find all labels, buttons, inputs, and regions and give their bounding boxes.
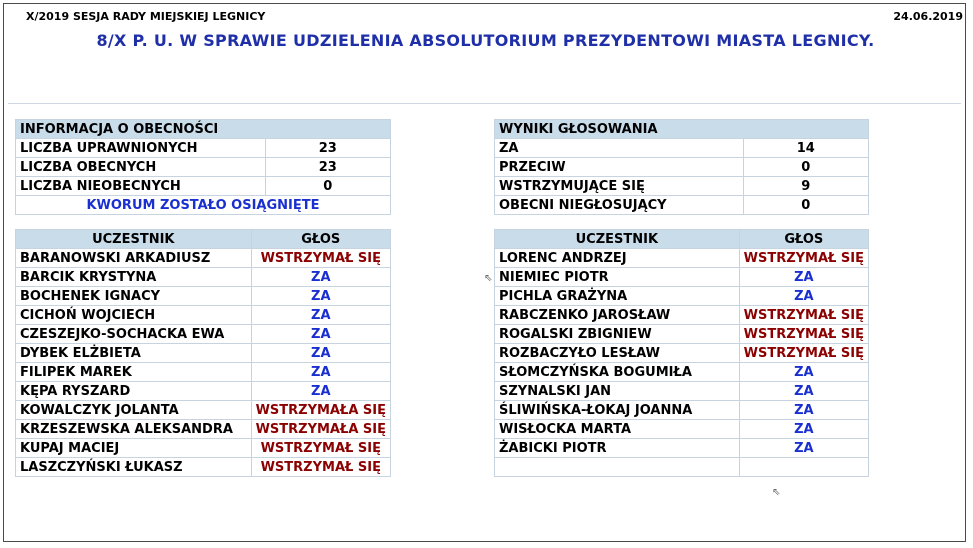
- vote-value: WSTRZYMAŁ SIĘ: [739, 344, 868, 363]
- participant-name: KOWALCZYK JOLANTA: [16, 401, 252, 420]
- participant-name: ROGALSKI ZBIGNIEW: [495, 325, 740, 344]
- attendance-table: [15, 119, 391, 215]
- participant-name: [495, 458, 740, 477]
- mouse-pointer-icon: ⇖: [772, 487, 781, 498]
- results-row: [495, 196, 869, 215]
- vote-value: WSTRZYMAŁ SIĘ: [739, 249, 868, 268]
- resolution-title: 8/X P. U. W SPRAWIE UDZIELENIA ABSOLUTORIUM PREZYDENTOWI MIASTA LEGNICY.: [96, 31, 875, 50]
- vote-row: [16, 420, 391, 439]
- vote-row: [16, 287, 391, 306]
- vote-row: [495, 249, 869, 268]
- vote-value: ZA: [251, 382, 390, 401]
- participant-name: RABCZENKO JAROSŁAW: [495, 306, 740, 325]
- vote-value: ZA: [739, 382, 868, 401]
- vote-value: ZA: [739, 287, 868, 306]
- participant-name: ŻABICKI PIOTR: [495, 439, 740, 458]
- results-label: OBECNI NIEGŁOSUJĄCY: [495, 196, 744, 215]
- vote-value: WSTRZYMAŁA SIĘ: [251, 401, 390, 420]
- participant-name: WISŁOCKA MARTA: [495, 420, 740, 439]
- vote-value: WSTRZYMAŁ SIĘ: [739, 325, 868, 344]
- results-row: [495, 139, 869, 158]
- vote-row: [16, 325, 391, 344]
- divider: [8, 103, 961, 104]
- participant-name: LASZCZYŃSKI ŁUKASZ: [16, 458, 252, 477]
- vote-row: [495, 439, 869, 458]
- participant-name: SŁOMCZYŃSKA BOGUMIŁA: [495, 363, 740, 382]
- participant-name: KUPAJ MACIEJ: [16, 439, 252, 458]
- votes-table-right: [494, 229, 869, 477]
- vote-row: [495, 268, 869, 287]
- vote-row: [495, 344, 869, 363]
- attendance-row: [16, 139, 391, 158]
- column-header-vote: GŁOS: [739, 230, 868, 249]
- vote-row: [16, 439, 391, 458]
- attendance-row: [16, 177, 391, 196]
- participant-name: BARANOWSKI ARKADIUSZ: [16, 249, 252, 268]
- participant-name: FILIPEK MAREK: [16, 363, 252, 382]
- vote-value: ZA: [251, 306, 390, 325]
- column-header-participant: UCZESTNIK: [495, 230, 740, 249]
- vote-value: ZA: [739, 420, 868, 439]
- vote-value: WSTRZYMAŁ SIĘ: [739, 306, 868, 325]
- vote-row: [16, 382, 391, 401]
- participant-name: BARCIK KRYSTYNA: [16, 268, 252, 287]
- vote-row: [16, 401, 391, 420]
- vote-row: [16, 249, 391, 268]
- vote-value: ZA: [251, 287, 390, 306]
- votes-table-left: [15, 229, 391, 477]
- results-value: 0: [743, 158, 868, 177]
- results-value: 9: [743, 177, 868, 196]
- vote-row: [16, 306, 391, 325]
- results-label: ZA: [495, 139, 744, 158]
- vote-value: [739, 458, 868, 477]
- voting-screen: [3, 3, 966, 542]
- vote-row: [16, 268, 391, 287]
- vote-row: [16, 363, 391, 382]
- vote-row: [495, 458, 869, 477]
- vote-value: ZA: [739, 439, 868, 458]
- results-label: PRZECIW: [495, 158, 744, 177]
- results-value: 0: [743, 196, 868, 215]
- vote-value: ZA: [739, 401, 868, 420]
- vote-row: [495, 401, 869, 420]
- results-row: [495, 158, 869, 177]
- attendance-label: LICZBA UPRAWNIONYCH: [16, 139, 266, 158]
- attendance-value: 23: [265, 158, 390, 177]
- column-header-vote: GŁOS: [251, 230, 390, 249]
- results-header: WYNIKI GŁOSOWANIA: [495, 120, 869, 139]
- attendance-header: INFORMACJA O OBECNOŚCI: [16, 120, 391, 139]
- vote-row: [495, 325, 869, 344]
- vote-row: [16, 458, 391, 477]
- attendance-label: LICZBA NIEOBECNYCH: [16, 177, 266, 196]
- vote-row: [16, 344, 391, 363]
- participant-name: DYBEK ELŻBIETA: [16, 344, 252, 363]
- participant-name: ŚLIWIŃSKA-ŁOKAJ JOANNA: [495, 401, 740, 420]
- results-label: WSTRZYMUJĄCE SIĘ: [495, 177, 744, 196]
- results-value: 14: [743, 139, 868, 158]
- vote-row: [495, 306, 869, 325]
- vote-value: WSTRZYMAŁ SIĘ: [251, 439, 390, 458]
- attendance-value: 23: [265, 139, 390, 158]
- attendance-row: [16, 158, 391, 177]
- column-header-participant: UCZESTNIK: [16, 230, 252, 249]
- participant-name: KĘPA RYSZARD: [16, 382, 252, 401]
- participant-name: CICHOŃ WOJCIECH: [16, 306, 252, 325]
- vote-value: ZA: [739, 268, 868, 287]
- vote-value: ZA: [251, 325, 390, 344]
- vote-value: ZA: [251, 363, 390, 382]
- vote-row: [495, 287, 869, 306]
- participant-name: SZYNALSKI JAN: [495, 382, 740, 401]
- session-date: 24.06.2019: [893, 10, 963, 23]
- quorum-status: KWORUM ZOSTAŁO OSIĄGNIĘTE: [16, 196, 391, 215]
- vote-value: ZA: [739, 363, 868, 382]
- results-row: [495, 177, 869, 196]
- vote-value: ZA: [251, 268, 390, 287]
- vote-row: [495, 382, 869, 401]
- participant-name: BOCHENEK IGNACY: [16, 287, 252, 306]
- vote-value: WSTRZYMAŁA SIĘ: [251, 420, 390, 439]
- mouse-pointer-icon: ⇖: [484, 273, 493, 284]
- vote-row: [495, 420, 869, 439]
- attendance-label: LICZBA OBECNYCH: [16, 158, 266, 177]
- participant-name: NIEMIEC PIOTR: [495, 268, 740, 287]
- session-title: X/2019 SESJA RADY MIEJSKIEJ LEGNICY: [26, 10, 266, 23]
- participant-name: ROZBACZYŁO LESŁAW: [495, 344, 740, 363]
- vote-value: ZA: [251, 344, 390, 363]
- participant-name: LORENC ANDRZEJ: [495, 249, 740, 268]
- vote-value: WSTRZYMAŁ SIĘ: [251, 249, 390, 268]
- vote-value: WSTRZYMAŁ SIĘ: [251, 458, 390, 477]
- participant-name: PICHLA GRAŻYNA: [495, 287, 740, 306]
- participant-name: CZESZEJKO-SOCHACKA EWA: [16, 325, 252, 344]
- results-table: [494, 119, 869, 215]
- attendance-value: 0: [265, 177, 390, 196]
- vote-row: [495, 363, 869, 382]
- participant-name: KRZESZEWSKA ALEKSANDRA: [16, 420, 252, 439]
